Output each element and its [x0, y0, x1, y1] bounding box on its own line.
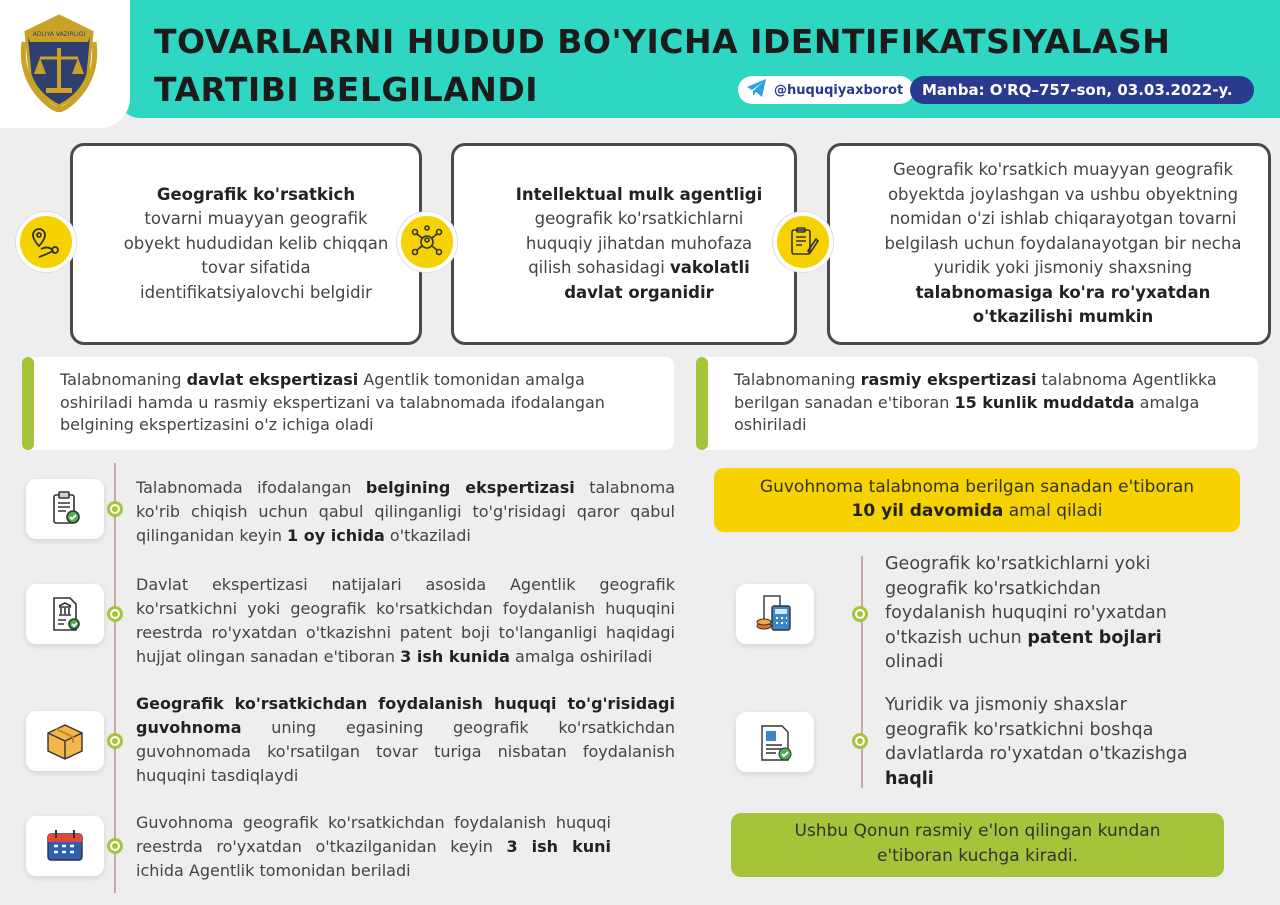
- telegram-icon: [746, 78, 768, 102]
- checklist-icon: [26, 479, 104, 539]
- box-icon: [26, 711, 104, 771]
- telegram-channel-link[interactable]: [738, 76, 914, 104]
- mid-2-text: Talabnomaning: [734, 370, 861, 389]
- timeline-dot: [107, 733, 123, 749]
- tr1-text-end: olinadi: [885, 652, 944, 672]
- timeline-dot: [852, 606, 868, 622]
- validity-notice: [714, 468, 1240, 532]
- tr2-text: Yuridik va jismoniy shaxslar geografik ko'rsatkichni boshqa davlatlarda ro'yxatdan o'tkazishga: [885, 695, 1188, 764]
- card-1-bold: Geografik ko'rsatkich: [156, 184, 356, 204]
- title-line-1: TOVARLARNI HUDUD BO'YICHA IDENTIFIKATSIYALASH: [154, 22, 1171, 61]
- map-pin-icon: [16, 212, 76, 272]
- certificate-document-icon: [26, 584, 104, 644]
- tl1-text: Talabnomada ifodalangan: [136, 478, 366, 497]
- card-geographic-indicator: [70, 143, 422, 345]
- card-2-bold: Intellektual mulk agentligi: [515, 184, 763, 204]
- timeline-item-3: [136, 692, 675, 788]
- state-examination-box: [22, 357, 674, 450]
- tl4-bold: 3 ish kuni: [506, 837, 612, 856]
- mid-1-bold: davlat ekspertizasi: [186, 370, 359, 389]
- timeline-dot: [107, 501, 123, 517]
- mid-2-bold-2: 15 kunlik muddatda: [954, 392, 1135, 412]
- timeline-line-right: [861, 556, 863, 788]
- timeline-item-1: [136, 476, 675, 548]
- timeline-item-patent: [885, 552, 1185, 675]
- entry-into-force-notice: [731, 813, 1224, 877]
- timeline-line-left: [114, 463, 116, 893]
- tl4-text: Guvohnoma geografik ko'rsatkichdan foydalanish huquqi reestrda ro'yxatdan o'tkazilganidan keyin: [136, 813, 611, 856]
- tr1-text: Geografik ko'rsatkichlarni yoki geografik ko'rsatkichdan foydalanish huquqini ro'yxatdan o'tkazish uchun: [885, 554, 1167, 648]
- card-2-text: geografik ko'rsatkichlarni huquqiy jihatdan muhofaza qilish sohasidagi: [525, 209, 753, 278]
- tl3-bold: Geografik ko'rsatkichdan foydalanish huquqi to'g'risidagi guvohnoma: [136, 694, 675, 737]
- tr2-bold: haqli: [885, 768, 934, 789]
- card-3-bold: talabnomasiga ko'ra ro'yxatdan o'tkazilishi mumkin: [915, 282, 1211, 327]
- validity-bold: 10 yil davomida: [851, 501, 1004, 521]
- timeline-dot: [107, 838, 123, 854]
- tl4-text-end: ichida Agentlik tomonidan beriladi: [136, 861, 411, 880]
- document-check-icon: [736, 712, 814, 772]
- mid-2-text-end: amalga oshiriladi: [734, 392, 1200, 434]
- accent-bar: [22, 357, 34, 450]
- clipboard-pen-icon: [773, 212, 833, 272]
- calendar-icon: [26, 816, 104, 876]
- card-1-text: tovarni muayyan geografik obyekt hududidan kelib chiqqan tovar sifatida identifikatsiyalovchi belgidir: [123, 209, 389, 302]
- timeline-item-2: [136, 573, 675, 669]
- formal-examination-box: [696, 357, 1258, 450]
- mid-1-text-end: Agentlik tomonidan amalga oshiriladi hamda u rasmiy ekspertizani va talabnomada ifodalangan belgining ekspertizasini o'z ichiga oladi: [60, 370, 605, 434]
- entry-into-force-text: Ushbu Qonun rasmiy e'lon qilingan kundan e'tiboran kuchga kiradi.: [794, 821, 1161, 866]
- card-registration: [827, 143, 1271, 345]
- people-network-icon: [397, 212, 457, 272]
- source-badge: Manba: O'RQ–757-son, 03.03.2022-y.: [910, 76, 1254, 104]
- card-3-text: Geografik ko'rsatkich muayyan geografik obyektda joylashgan va ushbu obyektning nomidan o'zi ishlab chiqarayotgan tovarni belgilash uchun foydalanayotgan bir necha yuridik yoki jismoniy shaxsning: [884, 160, 1242, 278]
- timeline-item-4: [136, 811, 611, 883]
- mid-1-text: Talabnomaning: [60, 370, 187, 389]
- validity-text-end: amal qiladi: [1003, 501, 1103, 521]
- tl2-text: Davlat ekspertizasi natijalari asosida Agentlik geografik ko'rsatkichni yoki geografik ko'rsatkichdan foydalanish huquqini reestrda ro'yxatdan o'tkazishni patent boji to'langanligi haqidagi hujjat olingan sanadan e'tiboran: [136, 575, 675, 666]
- title-line-2: TARTIBI BELGILANDI: [154, 70, 539, 109]
- timeline-dot: [107, 606, 123, 622]
- timeline-item-foreign: [885, 693, 1205, 791]
- card-ip-agency: [451, 143, 797, 345]
- timeline-dot: [852, 733, 868, 749]
- tl2-bold: 3 ish kunida: [400, 647, 510, 666]
- logo-text: ADLIYA VAZIRLIGI: [32, 31, 86, 38]
- tl1-bold-2: 1 oy ichida: [287, 526, 385, 545]
- tl2-text-end: amalga oshiriladi: [509, 647, 653, 666]
- tl1-bold: belgining ekspertizasi: [365, 478, 575, 497]
- mid-2-bold: rasmiy ekspertizasi: [860, 370, 1037, 389]
- tr1-bold: patent bojlari: [1027, 627, 1162, 648]
- tl3-text: uning egasining geografik ko'rsatkichdan guvohnomada ko'rsatilgan tovar turiga nisbatan foydalanish huquqini tasdiqlaydi: [136, 718, 675, 785]
- justice-shield-emblem-icon: [16, 12, 102, 112]
- card-2-bold-end: vakolatli davlat organidir: [564, 258, 750, 302]
- tl1-text-end: o'tkaziladi: [384, 526, 471, 545]
- accent-bar: [696, 357, 708, 450]
- validity-text: Guvohnoma talabnoma berilgan sanadan e'tiboran: [759, 477, 1195, 497]
- mid-2-text-mid: talabnoma Agentlikka berilgan sanadan e'tiboran: [734, 370, 1217, 412]
- telegram-handle: @huquqiyaxborot: [774, 82, 904, 98]
- calculator-coins-icon: [736, 584, 814, 644]
- tl1-text-mid: talabnoma ko'rib chiqish uchun qabul qilinganligi to'g'risidagi qaror qabul qilinganidan keyin: [136, 478, 676, 545]
